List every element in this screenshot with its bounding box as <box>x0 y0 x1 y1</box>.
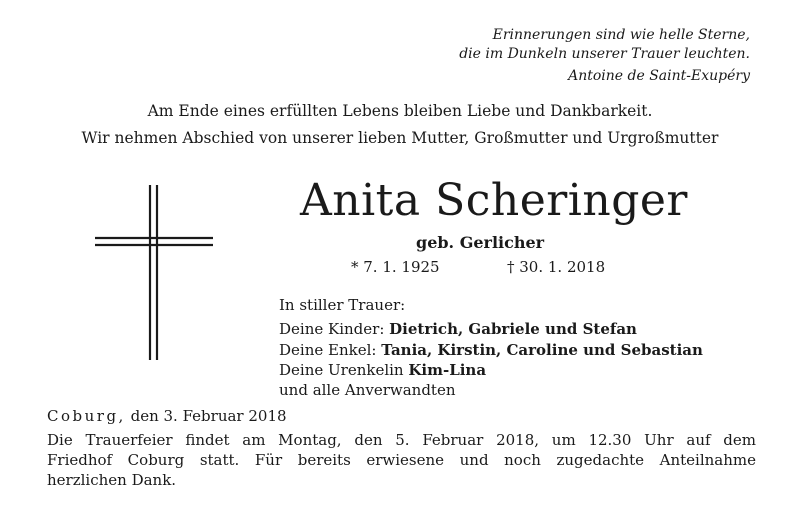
greatgrandchildren-label: Deine Urenkelin <box>279 361 404 379</box>
grandchildren-names: Tania, Kirstin, Caroline und Sebastian <box>381 341 703 359</box>
mourners-children <box>279 320 637 338</box>
notice-line-2: Friedhof Coburg statt. Für bereits erwiesene und noch zugedachte Anteilnahme <box>47 451 756 469</box>
intro-line-2: Wir nehmen Abschied von unserer lieben Mutter, Großmutter und Urgroßmutter <box>81 129 719 147</box>
intro-line-1: Am Ende eines erfüllten Lebens bleiben Liebe und Dankbarkeit. <box>147 102 653 120</box>
mourners-heading: In stiller Trauer: <box>279 296 406 314</box>
place-date <box>47 407 287 425</box>
quote-line-1: Erinnerungen sind wie helle Sterne, <box>492 27 750 43</box>
mourners-relatives: und alle Anverwandten <box>279 381 456 399</box>
cross-icon <box>95 185 220 364</box>
notice-line-3: herzlichen Dank. <box>47 471 177 489</box>
mourners-greatgrandchildren <box>279 361 486 379</box>
place-town: Coburg, <box>47 407 126 425</box>
quote-author: Antoine de Saint-Exupéry <box>568 68 750 84</box>
children-names: Dietrich, Gabriele und Stefan <box>389 320 637 338</box>
funeral-notice <box>47 430 756 490</box>
place-date-text: den 3. Februar 2018 <box>130 407 287 425</box>
quote-line-2: die im Dunkeln unserer Trauer leuchten. <box>459 46 750 62</box>
mourners-grandchildren <box>279 341 703 359</box>
grandchildren-label: Deine Enkel: <box>279 341 377 359</box>
born-name: geb. Gerlicher <box>416 233 545 252</box>
death-date: † 30. 1. 2018 <box>507 258 606 276</box>
notice-line-1: Die Trauerfeier findet am Montag, den 5. Februar 2018, um 12.30 Uhr auf dem <box>47 431 756 449</box>
children-label: Deine Kinder: <box>279 320 385 338</box>
deceased-name: Anita Scheringer <box>300 175 688 226</box>
birth-date: * 7. 1. 1925 <box>351 258 440 276</box>
greatgrandchildren-names: Kim-Lina <box>408 361 487 379</box>
